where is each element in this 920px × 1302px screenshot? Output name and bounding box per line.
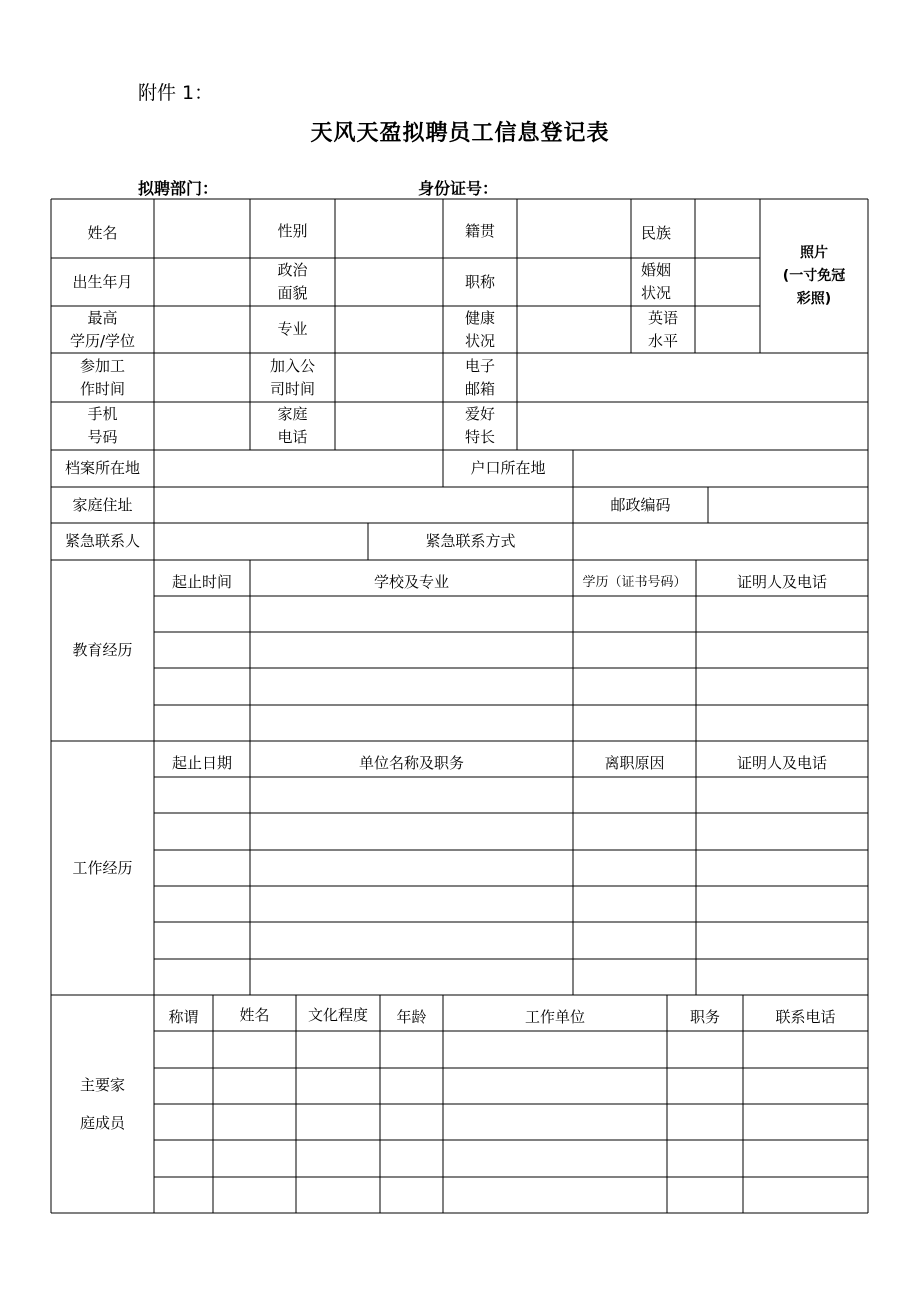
label-political-status: 政治 面貌 <box>277 261 308 302</box>
label-major: 专业 <box>277 320 308 338</box>
edu-header-reference: 证明人及电话 <box>736 572 827 591</box>
education-section-label: 教育经历 <box>72 641 133 659</box>
label-health-status: 健康 状况 <box>464 308 495 350</box>
label-gender: 性别 <box>277 221 308 240</box>
family-header-position: 职务 <box>689 1007 720 1026</box>
label-ethnicity: 民族 <box>640 223 671 242</box>
family-section-label: 主要家 庭成员 <box>79 1076 125 1132</box>
id-number-label: 身份证号： <box>418 179 499 198</box>
label-join-date: 加入公 司时间 <box>269 356 315 398</box>
work-header-reference: 证明人及电话 <box>736 753 827 772</box>
label-english-level: 英语 水平 <box>647 308 678 350</box>
label-hobbies: 爱好 特长 <box>464 405 495 446</box>
label-email: 电子 邮箱 <box>464 356 495 398</box>
label-emergency-phone: 紧急联系方式 <box>425 532 516 550</box>
label-name: 姓名 <box>87 223 118 242</box>
label-native-place: 籍贯 <box>464 221 495 240</box>
label-postcode: 邮政编码 <box>610 495 671 514</box>
form-title: 天风天盈拟聘员工信息登记表 <box>310 121 610 146</box>
label-work-start-date: 参加工 作时间 <box>79 356 125 398</box>
label-marital-status: 婚姻 状况 <box>640 261 671 302</box>
family-header-phone: 联系电话 <box>775 1007 836 1026</box>
work-header-period: 起止日期 <box>171 753 232 772</box>
department-label: 拟聘部门： <box>138 179 219 198</box>
label-hukou-location: 户口所在地 <box>470 459 546 477</box>
family-header-relation: 称谓 <box>168 1007 199 1026</box>
work-header-leave-reason: 离职原因 <box>604 753 665 772</box>
edu-header-degree: 学历（证书号码） <box>582 574 687 590</box>
label-highest-education: 最高 学历/学位 <box>69 308 136 350</box>
family-header-education: 文化程度 <box>307 1005 368 1024</box>
label-archive-location: 档案所在地 <box>64 459 140 477</box>
photo-placeholder: 照片 (一寸免冠 彩照) <box>782 244 846 307</box>
family-header-age: 年龄 <box>396 1007 427 1026</box>
family-header-name: 姓名 <box>239 1005 270 1024</box>
label-mobile: 手机 号码 <box>87 405 118 446</box>
label-home-address: 家庭住址 <box>72 495 133 514</box>
work-section-label: 工作经历 <box>72 858 133 877</box>
attachment-label: 附件 1： <box>138 82 214 104</box>
label-emergency-contact: 紧急联系人 <box>64 532 140 550</box>
work-header-employer: 单位名称及职务 <box>358 753 464 772</box>
label-home-phone: 家庭 电话 <box>277 405 308 446</box>
label-professional-title: 职称 <box>464 272 495 291</box>
label-birth-date: 出生年月 <box>72 272 133 291</box>
family-header-workplace: 工作单位 <box>524 1007 585 1026</box>
edu-header-school: 学校及专业 <box>373 572 449 591</box>
edu-header-period: 起止时间 <box>171 572 232 591</box>
